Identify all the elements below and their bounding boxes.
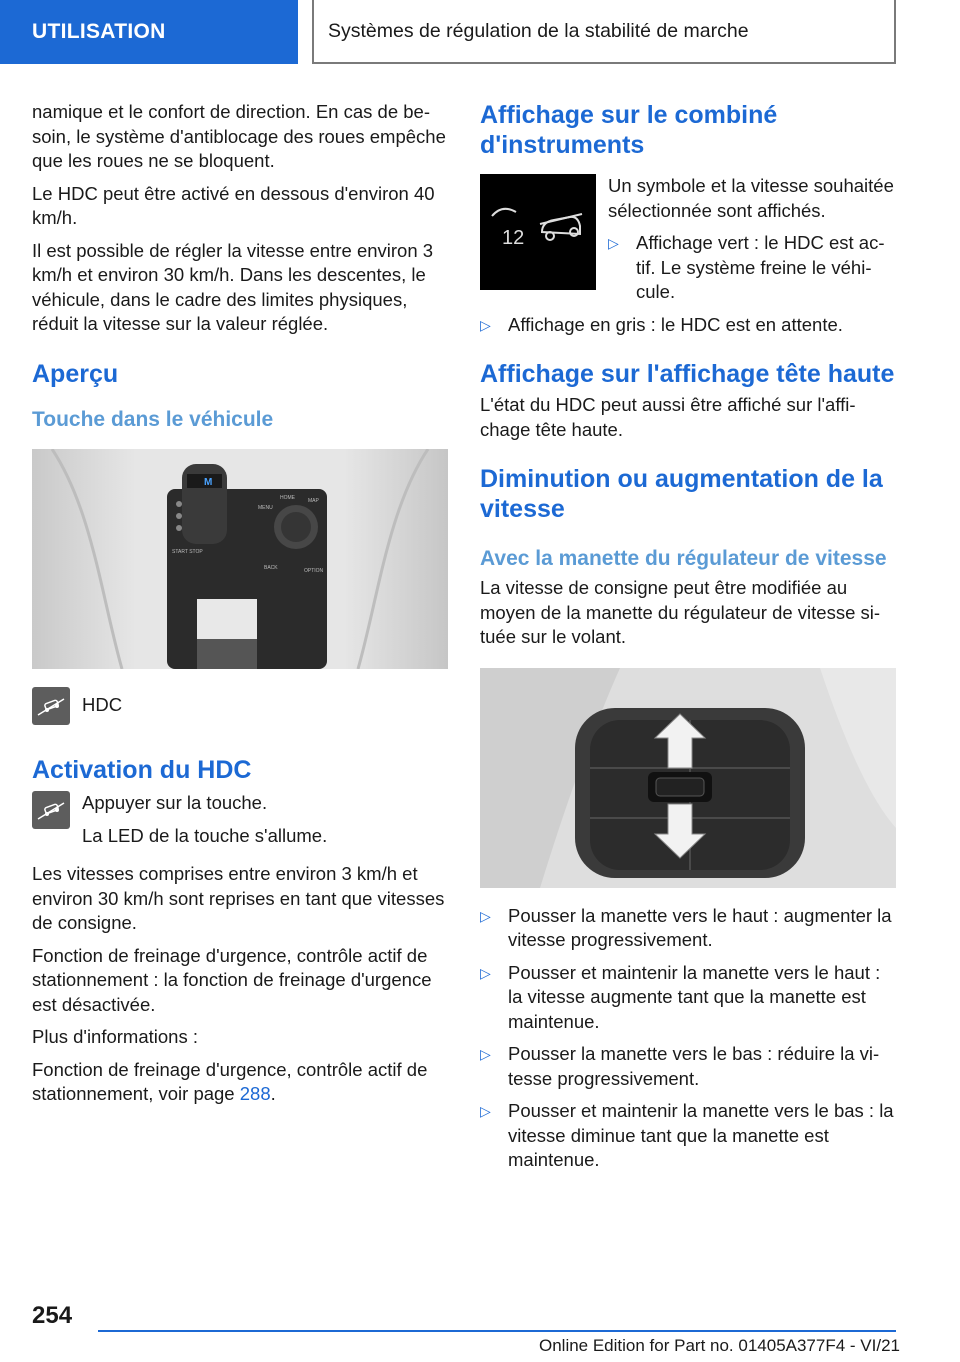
instrument-cluster-display — [480, 174, 596, 290]
paragraph — [32, 1058, 448, 1107]
footer-divider — [98, 1330, 896, 1332]
paragraph: Fonction de freinage d'urgence, contrôle actif de stationnement : la fonction de freinage d'urgence est désactivée. — [32, 944, 432, 1015]
bullet-triangle-icon: ▷ — [480, 1046, 491, 1062]
edition-note: Online Edition for Part no. 01405A377F4 - VI/21 — [538, 1336, 900, 1355]
activation-step: Appuyer sur la touche. — [82, 792, 268, 813]
bullet-triangle-icon: ▷ — [608, 235, 619, 251]
console-label: OPTION — [304, 567, 324, 574]
list-item — [480, 1042, 896, 1091]
console-label: MENU — [258, 504, 273, 511]
bullet-triangle-icon: ▷ — [480, 1103, 491, 1119]
hill-descent-control-icon — [32, 687, 70, 725]
set-speed-value: 12 — [502, 227, 525, 249]
paragraph: Il est possible de régler la vitesse entre environ 3 km/h et environ 30 km/h. Dans les descentes, le véhicule, dans le cadre des limites physiques, réduit la vitesse sur la valeur réglée. — [32, 239, 434, 334]
icon-label: HDC — [82, 693, 123, 715]
page-number: 254 — [32, 1302, 73, 1329]
paragraph: namique et le confort de direction. En cas de besoin, le système d'antiblocage des roues empêche que les roues ne se bloquent. — [32, 101, 446, 171]
combine-row — [480, 174, 896, 313]
reference-end: . — [270, 1083, 276, 1104]
section-tab: UTILISATION — [0, 0, 298, 64]
paragraph: Plus d'informations : — [32, 1026, 198, 1047]
list-item-text: Pousser et maintenir la manette vers le haut : la vitesse augmente tant que la manette est maintenue. — [508, 961, 881, 1032]
center-console-photo — [32, 449, 448, 669]
left-column — [32, 100, 448, 1115]
heading-touche: Touche dans le véhicule — [32, 407, 274, 431]
bullet-triangle-icon: ▷ — [480, 316, 491, 333]
heading-diminution: Diminution ou augmentation de la vitesse — [480, 465, 883, 523]
svg-text:M: M — [204, 476, 213, 488]
paragraph: L'état du HDC peut aussi être affiché sur l'affichage tête haute. — [480, 394, 856, 440]
activation-row — [32, 791, 448, 856]
list-item-text: Affichage en gris : le HDC est en attente. — [508, 313, 843, 335]
bullet-triangle-icon: ▷ — [480, 907, 491, 924]
center-console-illustration — [32, 449, 448, 669]
steering-wheel-control-photo — [480, 668, 896, 888]
console-label: START STOP — [172, 548, 203, 555]
heading-activation: Activation du HDC — [32, 756, 252, 784]
hdc-icon-row — [32, 687, 448, 726]
cruise-control-lever-illustration — [480, 668, 896, 888]
list-item-text: Affichage vert : le HDC est actif. Le système freine le véhicule. — [636, 232, 885, 302]
right-column — [480, 100, 896, 1181]
console-label: HOME — [280, 494, 295, 501]
bullet-triangle-icon: ▷ — [480, 964, 491, 981]
page-link[interactable]: 288 — [239, 1083, 271, 1104]
reference-text: Fonction de freinage d'urgence, contrôle actif de stationnement, voir page — [32, 1058, 428, 1104]
paragraph: Le HDC peut être activé en dessous d'environ 40 km/h. — [32, 182, 435, 228]
heading-tete-haute: Affichage sur l'affichage tête haute — [480, 360, 895, 388]
lever-instructions-list — [480, 904, 896, 1173]
list-item — [480, 1099, 896, 1173]
console-label: BACK — [264, 564, 278, 571]
list-item — [480, 313, 896, 338]
activation-step: La LED de la touche s'allume. — [82, 824, 328, 846]
list-item-text: Pousser la manette vers le haut : augmenter la vitesse progressivement. — [508, 904, 892, 950]
chapter-title: Systèmes de régulation de la stabilité de marche — [312, 0, 896, 64]
list-item — [608, 231, 896, 305]
paragraph: Les vitesses comprises entre environ 3 km/h et environ 30 km/h sont reprises en tant que vitesses de consigne. — [32, 863, 445, 933]
heading-manette: Avec la manette du régulateur de vitesse — [480, 547, 887, 570]
heading-apercu: Aperçu — [32, 359, 119, 388]
heading-combine: Affichage sur le combiné d'instruments — [480, 101, 778, 159]
list-item-text: Pousser la manette vers le bas : réduire la vitesse progressivement. — [508, 1043, 880, 1089]
hill-descent-control-icon — [32, 791, 70, 829]
list-item-text: Pousser et maintenir la manette vers le bas : la vitesse diminue tant que la manette est maintenue. — [508, 1100, 894, 1170]
console-label: MAP — [308, 497, 319, 504]
paragraph: Un symbole et la vitesse souhaitée sélectionnée sont affichés. — [608, 175, 894, 221]
list-item — [480, 961, 896, 1035]
paragraph: La vitesse de consigne peut être modifiée au moyen de la manette du régulateur de vitesse située sur le volant. — [480, 577, 881, 647]
list-item — [480, 904, 896, 953]
